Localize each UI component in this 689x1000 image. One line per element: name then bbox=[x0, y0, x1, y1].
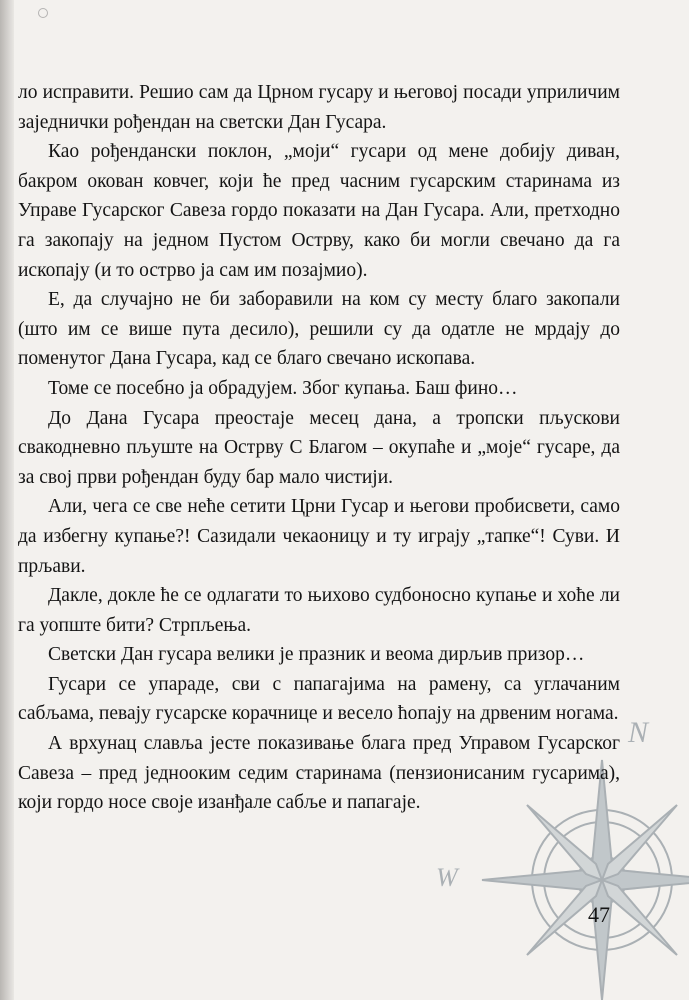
scan-mark bbox=[38, 8, 48, 18]
paragraph: Али, чега се све неће сетити Црни Гусар и његови пробисвети, само да избегну купање?! Сазидали чекаоницу и ту играју „тапке“! Суви. И прљави. bbox=[18, 496, 620, 577]
page-number: 47 bbox=[588, 902, 610, 927]
paragraph: ло исправити. Решио сам да Црном гусару и његовој посади уприличим заједнички рођендан на светски Дан Гусара. bbox=[18, 82, 620, 133]
compass-west-letter: W bbox=[436, 863, 458, 892]
paragraph: До Дана Гусара преостаје месец дана, а тропски пљускови свакодневно пљуште на Острву С Благом – окупаће и „моје“ гусаре, да за свој први рођендан буду бар мало чистији. bbox=[18, 407, 620, 488]
paragraph: А врхунац славља јесте показивање блага пред Управом Гусарског Савеза – пред једнооким седим старинама (пензионисаним гусарима), који гордо носе своје изанђале сабље и папагаје. bbox=[18, 733, 620, 814]
paragraph: Томе се посебно ја обрадујем. Због купања. Баш фино… bbox=[48, 377, 518, 399]
paragraph: Гусари се упараде, сви с папагајима на рамену, са углачаним сабљама, певају гусарске корачнице и весело ћопају на дрвеним ногама. bbox=[18, 673, 620, 725]
page-binding-edge bbox=[0, 0, 14, 1000]
paragraph: Дакле, докле ће се одлагати то њихово судбоносно купање и хоће ли га уопште бити? Стрпљења. bbox=[18, 585, 620, 636]
body-text bbox=[18, 78, 620, 818]
compass-north-letter: N bbox=[628, 716, 649, 749]
paragraph: Као рођендански поклон, „моји“ гусари од мене добију диван, бакром окован ковчег, који ће пред часним гусарским старинама из Управе Гусарског Савеза гордо показати на Дан Гусара. Али, претходно га закопају на једном Пустом Острву, како би могли свечано да га ископају (и то острво ја сам им позајмио). bbox=[18, 141, 620, 281]
paragraph: Светски Дан гусара велики је празник и веома дирљив призор… bbox=[48, 644, 585, 666]
paragraph: Е, да случајно не би заборавили на ком су месту благо закопали (што им се више пута десило), решили су да одатле не мрдају до поменутог Дана Гусара, кад се благо свечано ископава. bbox=[18, 289, 620, 370]
